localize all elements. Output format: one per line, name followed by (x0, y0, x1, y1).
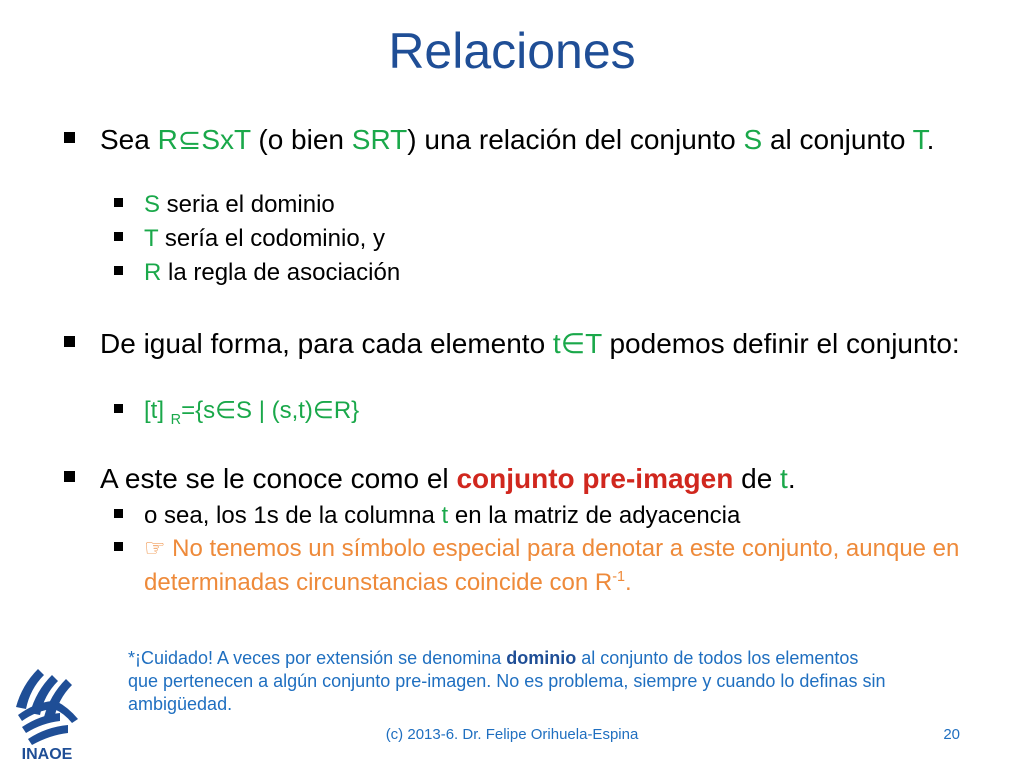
square-bullet-icon (114, 542, 123, 551)
formula-subscript: R (170, 411, 182, 428)
logo-wordmark: INAOE (21, 746, 73, 763)
text-run: . (926, 124, 935, 155)
text-run: seria el dominio (160, 191, 335, 218)
bullet-preimage-name (64, 463, 964, 495)
sub-bullet-codomain (114, 224, 974, 253)
bullet-text (144, 501, 974, 530)
text-run: al conjunto de todos los elementos que pertenecen a algún conjunto pre-imagen. No es problema, siempre y cuando lo definas sin ambigüedad. (128, 648, 886, 714)
square-bullet-icon (114, 509, 123, 518)
set-r: R (157, 124, 178, 155)
slide-title: Relaciones (388, 23, 636, 79)
text-run: sería el codominio, y (158, 225, 386, 252)
square-bullet-icon (64, 132, 75, 143)
text-run: A este se le conoce como el (100, 463, 457, 494)
text-run: Sea (100, 124, 158, 155)
page-number: 20 (943, 726, 960, 743)
text-run: ) una relación del conjunto (407, 124, 744, 155)
caution-note (128, 647, 888, 716)
square-bullet-icon (114, 266, 123, 275)
square-bullet-icon (114, 404, 123, 413)
set-s: S (743, 124, 763, 155)
term-dominio: dominio (506, 648, 577, 668)
text-run: (o bien (250, 124, 352, 155)
text-run: al conjunto (762, 124, 913, 155)
square-bullet-icon (114, 198, 123, 207)
element-t: t (780, 463, 788, 494)
bullet-relation-definition (64, 124, 964, 156)
set-formula (144, 396, 974, 435)
cartesian-product: SxT (201, 124, 251, 155)
set-t: T (144, 225, 159, 252)
bullet-text (100, 463, 964, 495)
inverse-superscript: -1 (612, 569, 626, 585)
bullet-text (144, 258, 974, 287)
formula-part: [t] (144, 397, 171, 424)
square-bullet-icon (64, 336, 75, 347)
sub-bullet-set-formula (114, 396, 974, 435)
element-t-in-T: t∈T (552, 328, 602, 359)
slide-footer: (c) 2013-6. Dr. Felipe Orihuela-Espina (385, 726, 639, 743)
text-run: de (733, 463, 781, 494)
set-r: R (144, 259, 162, 286)
inaoe-logo (8, 655, 86, 763)
text-run: . (787, 463, 796, 494)
bullet-text (100, 328, 964, 360)
highlight-preimage: conjunto pre-imagen (456, 463, 734, 494)
text-run: o sea, los 1s de la columna (144, 502, 442, 529)
square-bullet-icon (64, 471, 75, 482)
bullet-text (144, 224, 974, 253)
element-t: t (441, 502, 449, 529)
sub-bullet-domain (114, 190, 974, 219)
text-run: la regla de asociación (161, 259, 401, 286)
formula-part: ={s∈S | (s,t)∈R} (181, 397, 360, 424)
bullet-text (144, 190, 974, 219)
set-t: T (912, 124, 927, 155)
text-run: . (625, 569, 632, 596)
text-run: en la matriz de adyacencia (448, 502, 741, 529)
text-run: ☞ No tenemos un símbolo especial para denotar a este conjunto, aunque en determinadas circunstancias coincide con R (144, 535, 960, 596)
sub-bullet-no-symbol (114, 534, 974, 597)
bullet-text (100, 124, 964, 156)
bullet-preimage-definition (64, 328, 964, 360)
square-bullet-icon (114, 232, 123, 241)
sub-bullet-rule (114, 258, 974, 287)
text-run: De igual forma, para cada elemento (100, 328, 553, 359)
subset-symbol: ⊆ (177, 124, 202, 155)
relation-srt: SRT (351, 124, 408, 155)
set-s: S (144, 191, 161, 218)
bullet-text (144, 534, 974, 597)
text-run: podemos definir el conjunto: (601, 328, 960, 359)
sub-bullet-column-ones (114, 501, 974, 530)
text-run: *¡Cuidado! A veces por extensión se denomina (128, 648, 507, 668)
